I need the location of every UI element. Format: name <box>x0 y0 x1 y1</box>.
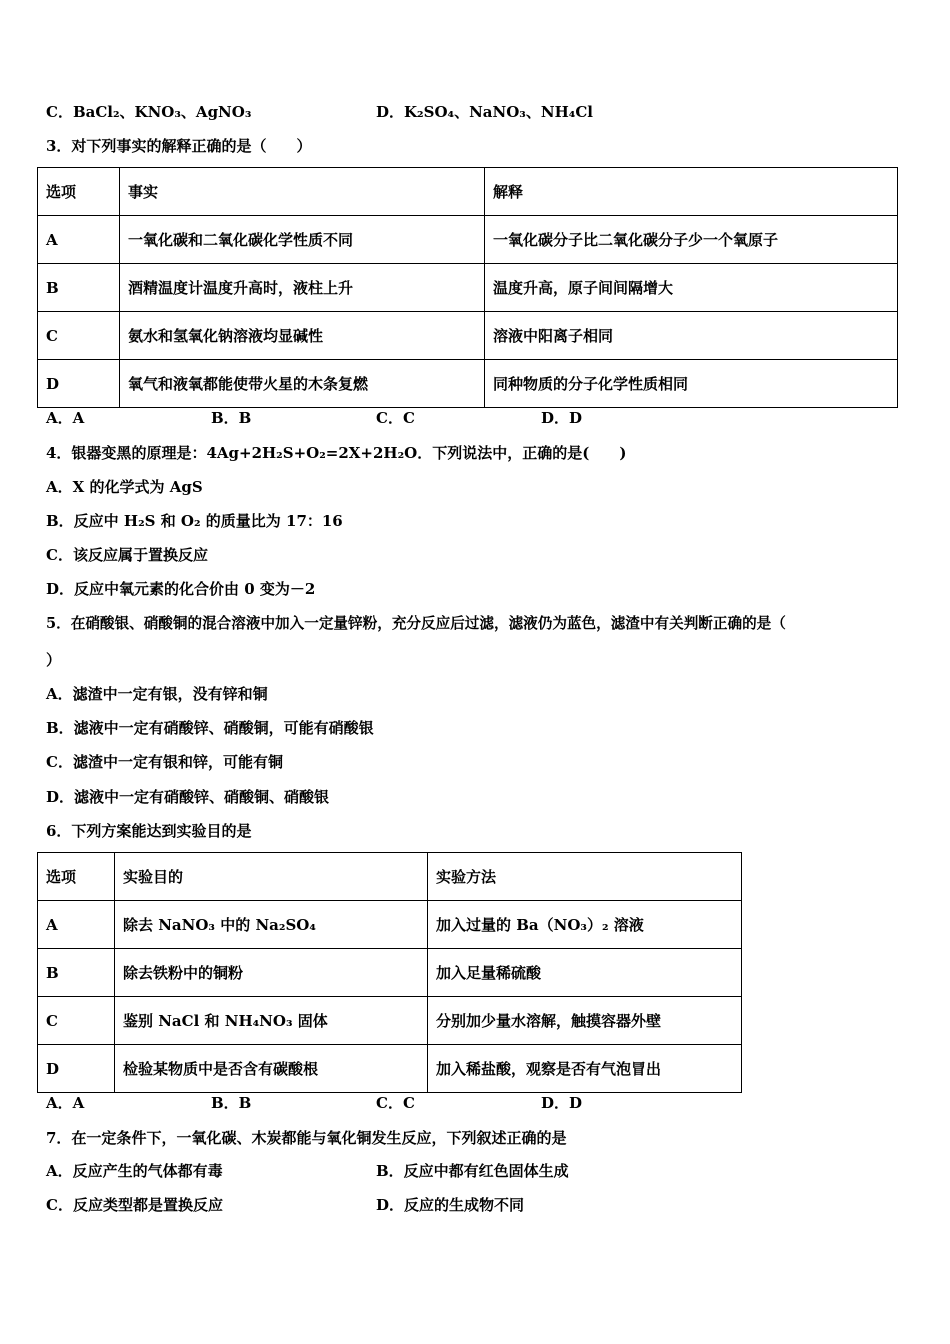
table-cell: B <box>38 949 115 997</box>
table-row <box>38 264 898 312</box>
table-cell: 鉴别 NaCl 和 NH₄NO₃ 固体 <box>115 997 428 1045</box>
q4-option-a: A．X 的化学式为 AgS <box>46 478 203 496</box>
table-cell: 酒精温度计温度升高时，液柱上升 <box>120 264 485 312</box>
table-cell: 分别加少量水溶解，触摸容器外壁 <box>428 997 742 1045</box>
table-cell: 一氧化碳和二氧化碳化学性质不同 <box>120 216 485 264</box>
q4-option-c: C．该反应属于置换反应 <box>46 546 208 564</box>
table-cell: A <box>38 216 120 264</box>
table-header-cell: 事实 <box>120 168 485 216</box>
q6-option-b: B．B <box>211 1094 252 1112</box>
table-cell: 除去 NaNO₃ 中的 Na₂SO₄ <box>115 901 428 949</box>
table-cell: 溶液中阳离子相同 <box>485 312 898 360</box>
table-cell: D <box>38 1045 115 1093</box>
table-cell: 氧气和液氧都能使带火星的木条复燃 <box>120 360 485 408</box>
table-cell: 同种物质的分子化学性质相同 <box>485 360 898 408</box>
table-cell: 加入稀盐酸，观察是否有气泡冒出 <box>428 1045 742 1093</box>
q5-stem: 5．在硝酸银、硝酸铜的混合溶液中加入一定量锌粉，充分反应后过滤，滤液仍为蓝色，滤渣中有关判断正确的是（ <box>46 615 786 632</box>
q3-option-d: D．D <box>541 409 583 427</box>
table-row <box>38 312 898 360</box>
table-row <box>38 1045 742 1093</box>
table-cell: A <box>38 901 115 949</box>
table-row <box>38 360 898 408</box>
q4-option-d: D．反应中氧元素的化合价由 0 变为－2 <box>46 580 316 598</box>
q3-option-c: C．C <box>376 409 415 427</box>
q5-option-b: B．滤液中一定有硝酸锌、硝酸铜，可能有硝酸银 <box>46 719 374 737</box>
table-cell: B <box>38 264 120 312</box>
table-header-cell: 解释 <box>485 168 898 216</box>
q4-stem: 4．银器变黑的原理是：4Ag+2H₂S+O₂=2X+2H₂O．下列说法中，正确的是( ) <box>46 444 627 462</box>
q6-table <box>37 852 742 1093</box>
table-row <box>38 949 742 997</box>
table-row <box>38 997 742 1045</box>
table-cell: 除去铁粉中的铜粉 <box>115 949 428 997</box>
q5-option-a: A．滤渣中一定有银，没有锌和铜 <box>46 685 268 703</box>
table-cell: 加入过量的 Ba（NO₃）₂ 溶液 <box>428 901 742 949</box>
table-header-row <box>38 168 898 216</box>
table-header-cell: 选项 <box>38 168 120 216</box>
q7-option-d: D．反应的生成物不同 <box>376 1196 525 1214</box>
q6-stem: 6．下列方案能达到实验目的是 <box>46 822 252 840</box>
q5-option-d: D．滤液中一定有硝酸锌、硝酸铜、硝酸银 <box>46 788 330 806</box>
q7-option-b: B．反应中都有红色固体生成 <box>376 1162 569 1180</box>
q5-option-c: C．滤渣中一定有银和锌，可能有铜 <box>46 753 283 771</box>
table-header-cell: 选项 <box>38 853 115 901</box>
q6-option-d: D．D <box>541 1094 583 1112</box>
table-cell: C <box>38 312 120 360</box>
table-cell: C <box>38 997 115 1045</box>
q3-option-a: A．A <box>46 409 85 427</box>
q7-option-c: C．反应类型都是置换反应 <box>46 1196 223 1214</box>
q3-option-b: B．B <box>211 409 252 427</box>
table-cell: 检验某物质中是否含有碳酸根 <box>115 1045 428 1093</box>
table-header-cell: 实验方法 <box>428 853 742 901</box>
table-header-cell: 实验目的 <box>115 853 428 901</box>
q2-option-c: C．BaCl₂、KNO₃、AgNO₃ <box>46 103 252 121</box>
table-cell: 加入足量稀硫酸 <box>428 949 742 997</box>
q6-option-a: A．A <box>46 1094 85 1112</box>
q5-stem-continued: ） <box>46 651 62 669</box>
q4-option-b: B．反应中 H₂S 和 O₂ 的质量比为 17：16 <box>46 512 343 530</box>
table-cell: 温度升高，原子间间隔增大 <box>485 264 898 312</box>
q7-option-a: A．反应产生的气体都有毒 <box>46 1162 223 1180</box>
q6-option-c: C．C <box>376 1094 415 1112</box>
table-cell: 氨水和氢氧化钠溶液均显碱性 <box>120 312 485 360</box>
table-cell: 一氧化碳分子比二氧化碳分子少一个氧原子 <box>485 216 898 264</box>
q2-option-d: D．K₂SO₄、NaNO₃、NH₄Cl <box>376 103 593 121</box>
q7-stem: 7．在一定条件下，一氧化碳、木炭都能与氧化铜发生反应，下列叙述正确的是 <box>46 1129 567 1147</box>
q3-stem: 3．对下列事实的解释正确的是（ ） <box>46 137 312 155</box>
table-row <box>38 901 742 949</box>
table-cell: D <box>38 360 120 408</box>
table-header-row <box>38 853 742 901</box>
table-row <box>38 216 898 264</box>
q3-table <box>37 167 898 408</box>
